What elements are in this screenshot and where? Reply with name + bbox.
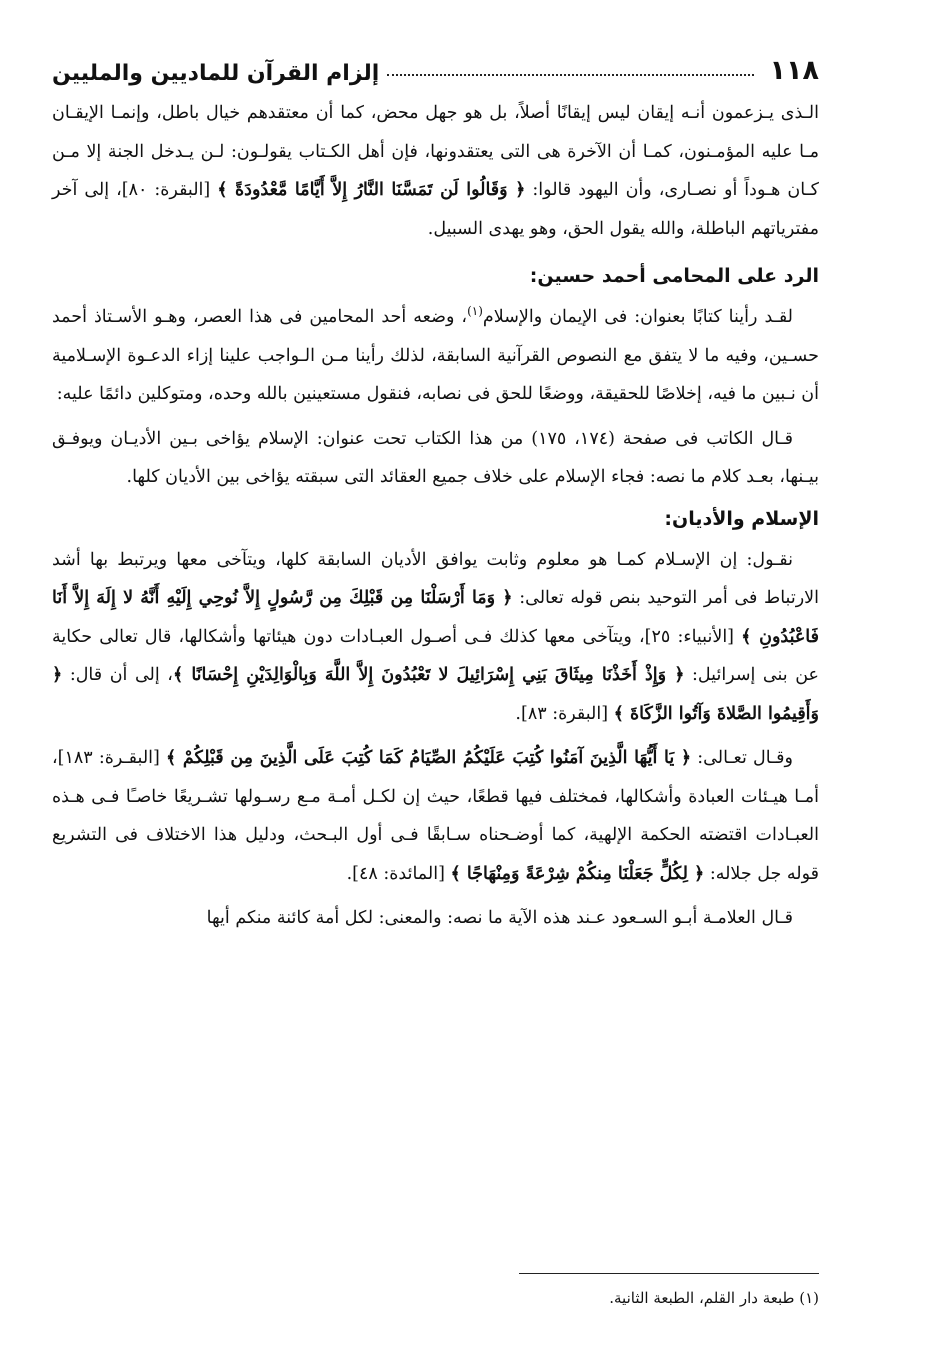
quran-verse-maida-48: ﴿ لِكُلٍّ جَعَلْنَا مِنكُمْ شِرْعَةً وَمِنْهَاجًا ﴾ — [450, 863, 705, 884]
running-title: إلزام القرآن للماديين والمليين — [52, 61, 380, 86]
header-dotted-leader — [387, 74, 753, 76]
page-body — [52, 94, 819, 938]
paragraph-4-text-c: ، إلى أن قال: — [62, 665, 173, 685]
paragraph-4-text-d: [البقرة: ٨٣]. — [515, 703, 614, 724]
section-heading-ahmed-hussein: الرد على المحامى أحمد حسين: — [529, 265, 819, 287]
page-number: ١١٨ — [769, 55, 819, 86]
paragraph-6: قـال العلامـة أبـو السـعود عـند هذه الآية ما نصه: والمعنى: لكل أمة كائنة منكم أيها — [206, 908, 793, 928]
paragraph-2 — [52, 298, 819, 414]
footnote-reference: (١) — [467, 304, 483, 319]
paragraph-5 — [52, 739, 819, 893]
quran-verse-baqara-80: ﴿ وَقَالُوا لَن تَمَسَّنَا النَّارُ إِلاَّ أَيَّامًا مَّعْدُودَةً ﴾ — [217, 180, 526, 200]
footnote-divider — [519, 1273, 819, 1274]
paragraph-1-tail: [البقرة: ٨٠]، إلى آخر مفترياتهم الباطلة، والله يقول الحق، وهو يهدى السبيل. — [52, 180, 819, 239]
paragraph-4 — [52, 541, 819, 734]
book-page — [52, 38, 819, 1339]
paragraph-2-text-b: ، وضعه أحد المحامين فى هذا العصر، وهـو الأسـتاذ أحمد حسـين، وفيه ما لا يتفق مع النصوص القرآنية السابقة، لذلك رأينا مـن الـواجب علينا إزاء الدعـوة الإسـلامية أن نـبين ما فيه، إخلاصًا للحقيقة، ووضعًا للحق فى نصابه، فنقول مستعينين بالله وحده، ومتوكلين دائمًا عليه: — [52, 307, 819, 404]
section-heading-islam-religions: الإسلام والأديان: — [664, 507, 819, 530]
paragraph-5-text-a: وقـال تعـالى: — [691, 748, 793, 768]
paragraph-2-text-a: لقـد رأينا كتابًا بعنوان: فى الإيمان والإسلام — [482, 307, 794, 327]
paragraph-3: قـال الكاتب فى صفحة (١٧٤، ١٧٥) من هذا الكتاب تحت عنوان: الإسلام يؤاخى بـين الأديـان ويوفـق بيـنها، بعـد كلام ما نصه: فجاء الإسلام على خلاف جميع العقائد التى سبقته يؤاخى بين الأديان كلها. — [52, 428, 819, 487]
quran-verse-anbiya-25: ﴿ وَمَا أَرْسَلْنَا مِن قَبْلِكَ مِن رَّسُولٍ إِلاَّ نُوحِي إِلَيْهِ أَنَّهُ لا إِلَهَ إِلاَّ أَنَا فَاعْبُدُونِ ﴾ — [52, 588, 819, 647]
paragraph-5-text-c: [المائدة: ٤٨]. — [346, 863, 451, 884]
page-header — [52, 38, 819, 86]
paragraph-1 — [52, 94, 819, 248]
footnote: (١) طبعة دار القلم، الطبعة الثانية. — [609, 1289, 819, 1307]
paragraph-5-text-b: [البقـرة: ١٨٣]، أمـا هيـئات العبادة وأشكالها، فمختلف فيها قطعًا، حيث إن لكـل أمـة مـع رسـولها تشـريعًا خاصـًا فـى هـذه العبـادات اقتضته الحكمة الإلهية، كما أوضـحناه سـابقًا فـى أول البـحث، ودليل هذا الاختلاف فى التشريع قوله جل جلاله: — [52, 748, 819, 884]
paragraph-4-text-b: [الأنبياء: ٢٥]، ويتآخى معها كذلك فـى أصـول العبـادات دون هيئاتها وأشكالها، قال تعالى حكاية عن بنى إسرائيل: — [52, 626, 819, 685]
quran-verse-baqara-83-a: ﴿ وَإِذْ أَخَذْنَا مِيثَاقَ بَنِي إِسْرَائِيلَ لا تَعْبُدُونَ إِلاَّ اللَّهَ وَبِالْوَالِدَيْنِ إِحْسَانًا ﴾ — [172, 665, 685, 685]
quran-verse-baqara-183: ﴿ يَا أَيُّهَا الَّذِينَ آمَنُوا كُتِبَ عَلَيْكُمُ الصِّيَامُ كَمَا كُتِبَ عَلَى الَّذِينَ مِن قَبْلِكُمْ ﴾ — [165, 748, 692, 768]
paragraph-4-text-a: نقـول: إن الإسـلام كمـا هو معلوم وثابت يوافق الأديان السابقة كلها، ويتآخى معها ويرتبط بها أشد الارتباط فى أمر التوحيد بنص قوله تعالى: — [52, 549, 819, 608]
paragraph-1-text: الـذى يـزعمون أنـه إيقان ليس إيقانًا أصلاً، بل هو جهل محض، كما أن معتقدهم خيال باطل، وإنمـا الإيقـان مـا عليه المؤمـنون، كمـا أن الآخرة هى التى يعتقدونها، فإن أهل الكـتاب يقولـون: لـن يـدخل الجنة إلا مـن كـان هـوداً أو نصـارى، وأن اليهود قالوا: — [52, 103, 819, 200]
quran-verse-baqara-83-b: ﴿ وَأَقِيمُوا الصَّلاةَ وَآتُوا الزَّكَاةَ ﴾ — [52, 665, 819, 724]
